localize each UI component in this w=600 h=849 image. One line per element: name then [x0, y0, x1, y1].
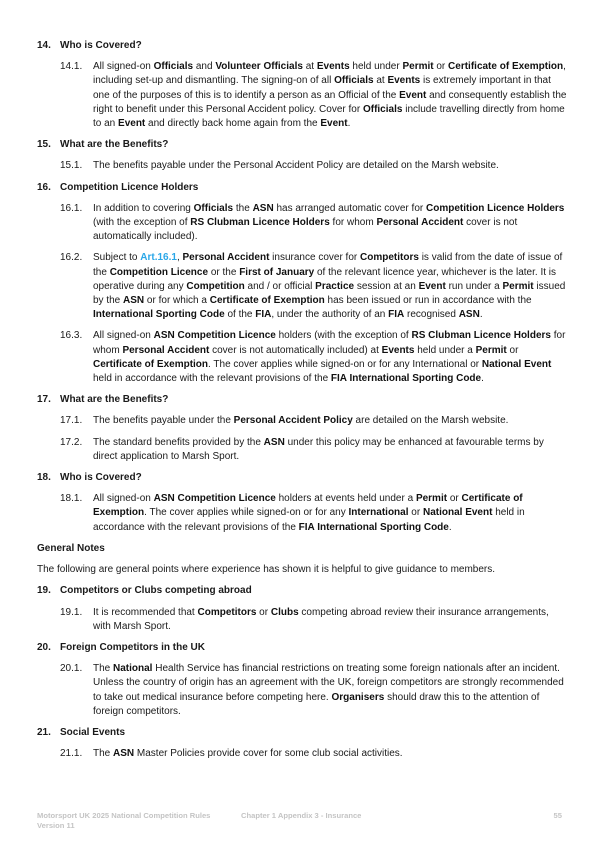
defined-term: Officials [334, 75, 374, 87]
text-run: . [448, 521, 452, 533]
defined-term: RS Clubman Licence Holders [411, 330, 551, 342]
text-run: insurance cover for [269, 252, 361, 264]
defined-term: Permit [415, 493, 448, 505]
defined-term: ASN Competition Licence [153, 493, 276, 505]
section-heading [37, 726, 567, 740]
clause-number: 17.2. [60, 436, 83, 448]
defined-term: Events [316, 61, 350, 73]
text-run: Health Service has financial restrictions on treating some foreign nationals after an incident. Unless the country of origin has an agreement with the UK, foreign competitors are strongly recommended to take out medical insurance before competing here. [93, 663, 564, 703]
section-heading [37, 39, 567, 53]
clause [60, 202, 567, 245]
text-run: (with the exception of [93, 217, 191, 229]
clause-number: 18.1. [60, 493, 83, 505]
text-run: The [93, 748, 114, 760]
clause-text [93, 202, 567, 245]
text-run: In addition to covering [93, 202, 194, 214]
clause-text [93, 492, 567, 535]
text-run: The standard benefits provided by the [93, 436, 264, 448]
clause-text [93, 329, 567, 386]
section-number: 20. [37, 641, 51, 653]
clause-text [93, 747, 567, 761]
defined-term: Permit [502, 280, 534, 292]
text-run: or [408, 507, 423, 519]
text-run: . The cover applies while signed-on or for any [144, 507, 349, 519]
defined-term: Organisers [331, 691, 385, 703]
text-run: holders at events held under a [275, 493, 416, 505]
clause-number: 19.1. [60, 606, 83, 618]
section-heading [37, 584, 567, 598]
clause-number: 17.1. [60, 415, 83, 427]
sections-14-18 [37, 39, 567, 535]
clause-text [93, 436, 567, 464]
text-run: The benefits payable under the Personal Accident Policy are detailed on the Marsh website. [93, 160, 499, 172]
text-run: should draw this to the attention of foreign competitors. [93, 691, 540, 717]
text-run: Master Policies provide cover for some club social activities. [134, 748, 403, 760]
section-title: Foreign Competitors in the UK [60, 641, 205, 653]
clause-text [93, 414, 567, 428]
defined-term: Event [399, 89, 427, 101]
text-run: and / or official [244, 280, 316, 292]
section-heading [37, 181, 567, 195]
defined-term: Certificate of Exemption [448, 61, 564, 73]
text-run: or for which a [144, 295, 210, 307]
text-run: held under [349, 61, 403, 73]
text-run: has been issued or run in accordance with the [324, 295, 532, 307]
text-run: . [347, 118, 351, 130]
section-heading [37, 641, 567, 655]
section-number: 15. [37, 139, 51, 151]
clause-text [93, 662, 567, 719]
section-number: 17. [37, 394, 51, 406]
text-run: held in accordance with the relevant provisions of the [93, 373, 331, 385]
section-title: Who is Covered? [60, 472, 142, 484]
text-run: or [256, 606, 271, 618]
defined-term: Personal Accident [376, 217, 464, 229]
text-run: , including set-up and dismantling. The signing-on of all [93, 61, 566, 87]
defined-term: Certificate of Exemption [209, 295, 325, 307]
defined-term: Practice [315, 280, 355, 292]
defined-term: Personal Accident [182, 252, 270, 264]
text-run: or [447, 493, 462, 505]
text-run: All signed-on [93, 61, 154, 73]
text-run: cover is not automatically included). [93, 217, 518, 243]
clause-number: 20.1. [60, 663, 83, 675]
defined-term: FIA International Sporting Code [330, 373, 482, 385]
defined-term: Personal Accident [122, 344, 210, 356]
section-heading [37, 471, 567, 485]
clause-text [93, 60, 567, 131]
section-heading [37, 393, 567, 407]
defined-term: Event [118, 118, 146, 130]
clause-number: 16.2. [60, 252, 83, 264]
section-title: Competition Licence Holders [60, 181, 199, 193]
text-run: under this policy may be enhanced at favourable terms by direct application to Marsh Sport. [93, 436, 544, 462]
clause-number: 16.3. [60, 330, 83, 342]
clause [60, 662, 567, 719]
section-number: 19. [37, 585, 51, 597]
text-run: the [233, 202, 253, 214]
defined-term: Competition [186, 280, 245, 292]
document-page [37, 34, 567, 768]
defined-term: Permit [475, 344, 507, 356]
defined-term: Certificate of Exemption [93, 358, 209, 370]
clause-number: 21.1. [60, 748, 83, 760]
text-run: include travelling directly from home to an [93, 103, 565, 130]
text-run: at [373, 75, 388, 87]
clause-number: 15.1. [60, 160, 83, 172]
text-run: . [481, 373, 484, 385]
defined-term: National [113, 663, 153, 675]
text-run: , under the authority of an [271, 309, 389, 321]
defined-term: Clubs [270, 606, 299, 618]
text-run: of the [224, 309, 256, 321]
defined-term: ASN [252, 202, 274, 214]
text-run: or the [208, 266, 240, 278]
footer-chapter: Chapter 1 Appendix 3 - Insurance [241, 811, 362, 820]
clause-text [93, 606, 567, 634]
text-run: The benefits payable under the [93, 415, 234, 427]
clause [60, 606, 567, 634]
sections-19-21 [37, 584, 567, 761]
clause-number: 16.1. [60, 202, 83, 214]
defined-term: ASN [263, 436, 285, 448]
clause-text [93, 251, 567, 322]
cross-reference-link[interactable]: Art.16.1 [140, 252, 177, 264]
defined-term: Competition Licence [109, 266, 209, 278]
general-notes-intro: The following are general points where experience has shown it is helpful to give guidance to members. [37, 564, 496, 576]
defined-term: Officials [362, 103, 403, 115]
text-run: All signed-on [93, 493, 154, 505]
clause-number: 14.1. [60, 61, 83, 73]
text-run: recognised [404, 309, 459, 321]
defined-term: ASN [113, 748, 135, 760]
defined-term: ASN Competition Licence [153, 330, 276, 342]
text-run: It is recommended that [93, 606, 198, 618]
defined-term: National Event [481, 358, 552, 370]
section-title: Who is Covered? [60, 40, 142, 51]
text-run: at [302, 61, 317, 73]
text-run: for whom [329, 217, 377, 229]
text-run: Subject to [93, 252, 141, 264]
defined-term: Officials [193, 202, 234, 214]
page-number: 55 [553, 811, 562, 820]
clause [60, 251, 567, 322]
text-run: . The cover applies while signed-on or for any International or [208, 358, 482, 370]
defined-term: FIA International Sporting Code [298, 521, 449, 533]
section-number: 16. [37, 181, 51, 193]
defined-term: International Sporting Code [93, 309, 225, 321]
section-title: What are the Benefits? [60, 394, 169, 406]
text-run: , [176, 252, 183, 264]
text-run: held in accordance with the relevant provisions of the [93, 507, 525, 533]
clause [60, 747, 567, 761]
text-run: and directly back home again from the [145, 118, 321, 130]
footer-version: Version 11 [37, 821, 75, 830]
text-run: of the relevant licence year, whichever is the later. It is operative during any [93, 266, 557, 292]
text-run: for whom [93, 330, 566, 356]
text-run: All signed-on [93, 330, 154, 342]
defined-term: Certificate of Exemption [93, 493, 523, 519]
defined-term: Permit [402, 61, 434, 73]
clause [60, 329, 567, 386]
defined-term: Competitors [360, 252, 419, 264]
text-run: cover is not automatically included) at [209, 344, 382, 356]
text-run: and consequently establish the right to benefit under this Personal Accident policy. Cover for [93, 89, 567, 115]
defined-term: FIA [388, 309, 405, 321]
text-run: or [433, 61, 449, 73]
clause [60, 436, 567, 464]
section-number: 18. [37, 472, 51, 484]
text-run: has arranged automatic cover for [273, 202, 426, 214]
text-run: session at an [354, 280, 419, 292]
general-notes-heading: General Notes [37, 542, 105, 554]
defined-term: RS Clubman Licence Holders [190, 217, 330, 229]
defined-term: International [348, 507, 409, 519]
defined-term: ASN [458, 309, 480, 321]
clause-text [93, 159, 567, 173]
defined-term: First of January [239, 266, 315, 278]
defined-term: Officials [153, 61, 194, 73]
defined-term: Event [320, 118, 348, 130]
defined-term: FIA [255, 309, 272, 321]
text-run: are detailed on the Marsh website. [352, 415, 509, 427]
clause [60, 60, 567, 131]
section-title: Social Events [60, 726, 126, 738]
defined-term: ASN [123, 295, 145, 307]
text-run: run under a [445, 280, 503, 292]
text-run: and [193, 61, 216, 73]
defined-term: Competitors [197, 606, 257, 618]
clause [60, 159, 567, 173]
footer-doc-title: Motorsport UK 2025 National Competition Rules [37, 811, 211, 820]
defined-term: Events [381, 344, 415, 356]
defined-term: Volunteer Officials [215, 61, 303, 73]
text-run: competing abroad review their insurance arrangements, with Marsh Sport. [93, 606, 549, 632]
text-run: The [93, 663, 114, 675]
section-heading [37, 138, 567, 152]
text-run: . [479, 309, 483, 321]
defined-term: Events [387, 75, 421, 87]
text-run: is valid from the date of issue of the [93, 252, 563, 278]
clause [60, 414, 567, 428]
defined-term: Personal Accident Policy [233, 415, 353, 427]
section-title: What are the Benefits? [60, 139, 169, 151]
section-number: 21. [37, 726, 51, 738]
text-run: is extremely important in that one of the purposes of this is to identify a person as an Official of the [93, 75, 551, 101]
section-number: 14. [37, 40, 51, 51]
text-run: issued by the [93, 280, 566, 307]
text-run: holders (with the exception of [275, 330, 412, 342]
defined-term: Event [418, 280, 446, 292]
text-run: or [506, 344, 519, 356]
text-run: held under a [414, 344, 476, 356]
section-title: Competitors or Clubs competing abroad [60, 585, 252, 597]
defined-term: National Event [422, 507, 493, 519]
clause [60, 492, 567, 535]
defined-term: Competition Licence Holders [426, 202, 565, 214]
